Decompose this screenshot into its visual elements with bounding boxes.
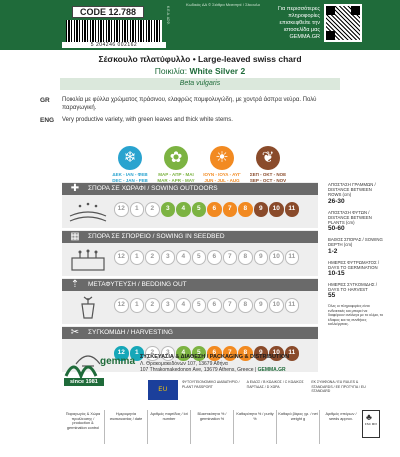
month-2: 2	[145, 298, 160, 313]
month-3: 3	[161, 250, 176, 265]
month-list	[114, 202, 299, 217]
season-label-en: SEP - OCT - NOV	[249, 177, 287, 183]
month-5: 5	[192, 202, 207, 217]
month-5: 5	[192, 250, 207, 265]
seedbed-illustration-icon	[68, 248, 108, 272]
snowflake-icon: ❄	[118, 146, 142, 170]
month-9: 9	[254, 250, 269, 265]
month-2: 2	[145, 346, 160, 361]
season-winter	[110, 146, 150, 183]
header-small-text: Κωδικός ΔΑ © Σιάθρα Μεσσηνέ / Σέκουλο	[186, 2, 260, 7]
season-label-en: JUN - JUL - AUG	[204, 177, 240, 183]
tree-icon: ♣	[366, 412, 372, 422]
month-10: 10	[269, 298, 284, 313]
month-6: 6	[207, 346, 222, 361]
month-11: 11	[285, 250, 300, 265]
footer-cell: Ημερομηνία συσκευασίας / date	[104, 410, 147, 444]
barcode-icon	[66, 20, 162, 42]
row-title: ΣΠΟΡΑ ΣΕ ΣΠΟΡΕΙΟ / SOWING IN SEEDBED	[62, 231, 318, 243]
month-7: 7	[223, 250, 238, 265]
footer-table	[62, 410, 362, 444]
month-10: 10	[269, 346, 284, 361]
info-value: 10-15	[328, 270, 345, 278]
calendar-row-bedding-out	[62, 278, 318, 324]
description-text: Very productive variety, with green leaves and thick white stems.	[62, 117, 233, 123]
barcode-number: 5 204246 002162	[62, 42, 166, 48]
month-4: 4	[176, 250, 191, 265]
harvest-icon: ✂	[70, 327, 80, 338]
leaf-icon: ❦	[256, 146, 280, 170]
month-7: 7	[223, 346, 238, 361]
footer-cell: Καθαρότητα % / purity %	[233, 410, 276, 444]
info-label: ΑΠΟΣΤΑΣΗ ΦΥΤΩΝ / DISTANCE BETWEEN PLANTS (cm)	[328, 209, 372, 226]
month-7: 7	[223, 298, 238, 313]
fsc-logo: FSC MIX	[362, 410, 380, 438]
info-note: Όλες οι πληροφορίες είναι ενδεικτικές και μπορεί να διαφέρουν ανάλογα με το κλίμα, το έδαφος και τις συνθήκες καλλιέργειας.	[328, 304, 384, 327]
month-4: 4	[176, 346, 191, 361]
passport-text: Α ΕΙΔΟΣ / Β ΚΩΔΙΚΟΣ / C ΚΩΔΙΚΟΣ ΠΑΡΤΙΔΑΣ / D ΧΩΡΑ	[246, 380, 304, 389]
info-value: 26-30	[328, 197, 345, 205]
footer-cell: Αριθμός παρτίδας / lot number	[147, 410, 190, 444]
month-12: 12	[114, 346, 129, 361]
brand-name: gemma	[100, 356, 136, 367]
month-12: 12	[114, 250, 129, 265]
info-label: ΗΜΕΡΕΣ ΦΥΤΡΩΜΑΤΟΣ / DAYS TO GERMINATION	[328, 259, 380, 270]
month-8: 8	[238, 298, 253, 313]
since-badge: since 1981	[64, 378, 104, 386]
month-8: 8	[238, 250, 253, 265]
calendar-row-sowing-seedbed	[62, 230, 318, 276]
month-5: 5	[192, 298, 207, 313]
passport-text: ΕΚ ΣΥΜΦΩΝΑ / EU RULES & STANDARDS / ΕΕ ΠΡΟΤΥΠΑ / EU STANDARD	[311, 380, 366, 394]
month-3: 3	[161, 298, 176, 313]
variety-prefix: Ποικιλία:	[154, 66, 188, 76]
address-en: 107 Thrakomakedonon Ave, 13679 Athens, Greece	[140, 367, 254, 373]
season-label-gr: ΣΕΠ - ΟΚΤ - ΝΟΕ	[249, 172, 287, 177]
season-label-gr: ΜΑΡ - ΑΠΡ - ΜΑΙ	[158, 172, 194, 177]
month-11: 11	[285, 202, 300, 217]
month-5: 5	[192, 346, 207, 361]
header-bar	[0, 0, 400, 50]
info-label: ΑΠΟΣΤΑΣΗ ΓΡΑΜΜΩΝ / DISTANCE BETWEEN ROWS (cm)	[328, 182, 376, 198]
info-value: 50-60	[328, 225, 345, 233]
month-6: 6	[207, 250, 222, 265]
variety-line	[0, 66, 400, 76]
month-12: 12	[114, 202, 129, 217]
month-1: 1	[130, 298, 145, 313]
info-label: ΗΜΕΡΕΣ ΣΥΓΚΟΜΙΔΗΣ / DAYS TO HARVEST	[328, 282, 377, 293]
month-1: 1	[130, 346, 145, 361]
company-info: ΣΥΣΚΕΥΑΣΙΑ & ΔΙΑΘΕΣΗ / PACKAGING & DISTRIBUTION Λ. Θρακομακεδόνων 107, 13679 Αθήνα 107 Thrakomakedonon Ave, 13679 Athens, Greece | GEMMA.GR	[140, 354, 370, 374]
lang-label: GR	[40, 97, 50, 104]
footer-cell: Καθαρό βάρος γρ. / net weight g	[276, 410, 319, 444]
product-title	[0, 54, 400, 76]
season-label-gr: ΔΕΚ - ΙΑΝ - ΦΕΒ	[112, 172, 148, 177]
footer-cell: Αριθμός σπόρων / seeds approx.	[319, 410, 362, 444]
month-4: 4	[176, 298, 191, 313]
month-7: 7	[223, 202, 238, 217]
growing-info	[328, 182, 384, 326]
description-gr	[40, 97, 352, 112]
company-caption: ΣΥΣΚΕΥΑΣΙΑ & ΔΙΑΘΕΣΗ / PACKAGING & DISTRIBUTION	[140, 354, 290, 360]
qr-code-icon[interactable]	[324, 4, 362, 42]
month-3: 3	[161, 346, 176, 361]
address-gr: Λ. Θρακομακεδόνων 107, 13679 Αθήνα	[140, 360, 228, 367]
website-link[interactable]: GEMMA.GR	[257, 367, 286, 373]
variety-name: White Silver 2	[189, 66, 246, 76]
month-3: 3	[161, 202, 176, 217]
month-10: 10	[269, 250, 284, 265]
row-title: ΜΕΤΑΦΥΤΕΥΣΗ / BEDDING OUT	[62, 279, 318, 291]
season-label-gr: ΙΟΥΝ - ΙΟΥΛ - ΑΥΓ	[203, 172, 241, 177]
month-11: 11	[285, 298, 300, 313]
season-label-en: MAR - APR - MAY	[157, 177, 195, 183]
footer-cell: Παραγωγός & Χώρα προέλευσης / production & germination control	[65, 412, 101, 430]
month-1: 1	[130, 202, 145, 217]
eu-flag-icon: EU	[148, 380, 178, 400]
flower-icon: ✿	[164, 146, 188, 170]
month-9: 9	[254, 346, 269, 361]
month-12: 12	[114, 298, 129, 313]
month-list	[114, 298, 299, 313]
info-label: ΒΑΘΟΣ ΣΠΟΡΑΣ / SOWING DEPTH (cm)	[328, 237, 383, 248]
month-6: 6	[207, 298, 222, 313]
month-11: 11	[285, 346, 300, 361]
season-label-en: DEC - JAN - FEB	[112, 177, 148, 183]
field-sowing-icon: ✚	[70, 183, 80, 194]
transplant-illustration-icon	[68, 296, 108, 320]
month-10: 10	[269, 202, 284, 217]
latin-name: Beta vulgaris	[60, 78, 340, 90]
month-9: 9	[254, 298, 269, 313]
season-summer	[202, 146, 242, 183]
month-4: 4	[176, 202, 191, 217]
season-spring	[156, 146, 196, 183]
description-en	[40, 117, 352, 125]
website-info: Για περισσότερες πληροφορίες επισκεφθείτε την ιστοσελίδα μας GEMMA.GR	[278, 6, 320, 40]
seedbed-icon: ▦	[70, 231, 80, 242]
info-value: 55	[328, 292, 336, 300]
passport-text: ΦΥΤΟΥΓΕΙΟΝΟΜΙΚΟ ΔΙΑΒΑΤΗΡΙΟ / PLANT PASSPORT	[182, 380, 240, 389]
field-sowing-illustration-icon	[68, 200, 108, 224]
header-vertical-text: Κ.Ε.Α. ΑΣΦ.	[166, 6, 170, 25]
row-title: ΣΥΓΚΟΜΙΔΗ / HARVESTING	[62, 327, 318, 339]
transplant-icon: ⇡	[70, 279, 80, 290]
calendar-row-sowing-outdoors	[62, 182, 318, 228]
description-text: Ποικιλία με φύλλα χρώματος πράσινου, ελαφρώς πομφολυγώδη, με χοντρά άσπρα νεύρα. Πολύ παραγωγική.	[62, 97, 317, 111]
month-8: 8	[238, 346, 253, 361]
lang-label: ENG	[40, 117, 55, 124]
product-code: CODE 12.788	[72, 6, 144, 18]
month-6: 6	[207, 202, 222, 217]
month-1: 1	[130, 250, 145, 265]
row-title: ΣΠΟΡΑ ΣΕ ΧΩΡΑΦΙ / SOWING OUTDOORS	[62, 183, 318, 195]
footer-cell: Βλαστικότητα % / germination %	[190, 410, 233, 444]
month-2: 2	[145, 250, 160, 265]
month-2: 2	[145, 202, 160, 217]
month-list	[114, 250, 299, 265]
info-value: 1-2	[328, 247, 338, 255]
sun-icon: ☀	[210, 146, 234, 170]
month-9: 9	[254, 202, 269, 217]
season-autumn	[248, 146, 288, 183]
plant-passport	[182, 380, 372, 394]
product-name: Σέσκουλο πλατύφυλλο • Large-leaved swiss chard	[98, 54, 302, 64]
month-8: 8	[238, 202, 253, 217]
